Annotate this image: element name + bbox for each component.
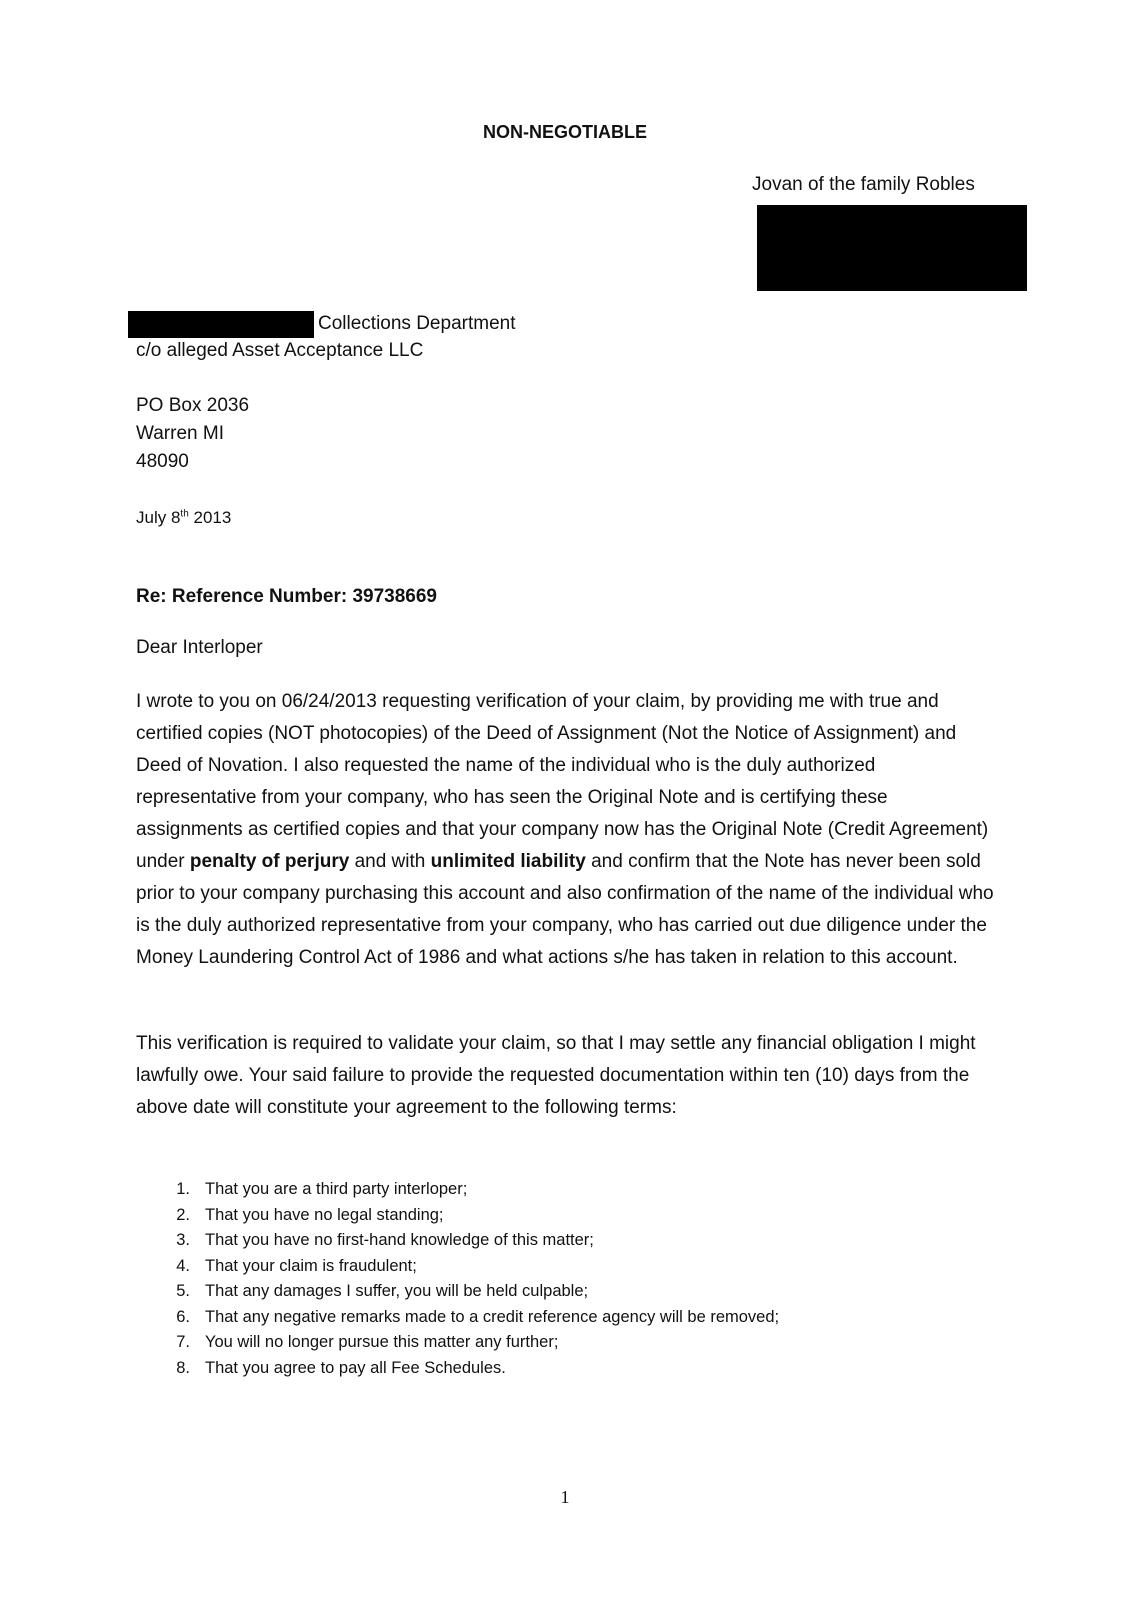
list-item-number: 7. bbox=[176, 1333, 190, 1351]
date-year: 2013 bbox=[188, 508, 232, 527]
list-item-text: That you agree to pay all Fee Schedules. bbox=[205, 1358, 506, 1377]
redacted-recipient-name bbox=[128, 311, 314, 338]
page-number: 1 bbox=[560, 1487, 570, 1507]
list-item-text: That you are a third party interloper; bbox=[205, 1180, 468, 1198]
reference-number: Re: Reference Number: 39738669 bbox=[136, 586, 437, 607]
recipient-department: Collections Department bbox=[318, 313, 516, 334]
paragraph1-bold-liability: unlimited liability bbox=[430, 851, 586, 872]
list-item bbox=[150, 1356, 1030, 1382]
list-item bbox=[150, 1330, 1030, 1356]
list-item-number: 8. bbox=[176, 1358, 190, 1377]
list-item bbox=[150, 1177, 1030, 1203]
list-item-number: 6. bbox=[176, 1307, 190, 1326]
letter-date bbox=[136, 508, 231, 528]
date-suffix: th bbox=[180, 508, 189, 520]
paragraph1-part2: and with bbox=[349, 851, 431, 872]
list-item-text: You will no longer pursue this matter any further; bbox=[205, 1333, 559, 1351]
list-item bbox=[150, 1279, 1030, 1305]
list-item-number: 4. bbox=[176, 1256, 190, 1275]
paragraph1-part1: I wrote to you on 06/24/2013 requesting verification of your claim, by providing me with true and certified copies (NOT photocopies) of the Deed of Assignment (Not the Notice of Assignment) and Deed of Novation. I also requested the name of the individual who is the duly authorized representative from your company, who has seen the Original Note and is certifying these assignments as certified copies and that your company now has the Original Note (Credit Agreement) under bbox=[136, 691, 989, 872]
recipient-address-line3: 48090 bbox=[136, 451, 189, 472]
sender-name: Jovan of the family Robles bbox=[752, 174, 975, 195]
date-month-day: July 8 bbox=[136, 508, 181, 527]
list-item bbox=[150, 1254, 1030, 1280]
list-item-text: That you have no first-hand knowledge of this matter; bbox=[205, 1231, 594, 1249]
document-heading: NON-NEGOTIABLE bbox=[483, 122, 647, 142]
recipient-care-of: c/o alleged Asset Acceptance LLC bbox=[136, 340, 424, 361]
body-paragraph-1 bbox=[136, 686, 996, 974]
list-item-text: That you have no legal standing; bbox=[205, 1205, 444, 1224]
list-item-number: 2. bbox=[176, 1205, 190, 1224]
list-item-text: That any negative remarks made to a credit reference agency will be removed; bbox=[205, 1307, 780, 1326]
list-item-number: 1. bbox=[176, 1180, 190, 1198]
recipient-address-line1: PO Box 2036 bbox=[136, 395, 250, 416]
list-item-number: 5. bbox=[176, 1282, 190, 1300]
paragraph1-bold-perjury: penalty of perjury bbox=[189, 851, 350, 872]
salutation: Dear Interloper bbox=[136, 637, 263, 658]
list-item bbox=[150, 1203, 1030, 1229]
terms-list bbox=[150, 1177, 1030, 1381]
list-item-text: That your claim is fraudulent; bbox=[205, 1256, 417, 1275]
list-item bbox=[150, 1305, 1030, 1331]
list-item-number: 3. bbox=[176, 1231, 190, 1249]
body-paragraph-2: This verification is required to validate your claim, so that I may settle any financial obligation I might lawfully owe. Your said failure to provide the requested documentation within ten (10) days from the above date will constitute your agreement to the following terms: bbox=[136, 1033, 976, 1118]
list-item bbox=[150, 1228, 1030, 1254]
redacted-sender-address bbox=[757, 205, 1027, 291]
recipient-address-line2: Warren MI bbox=[136, 423, 224, 444]
paragraph1-part3: and confirm that the Note has never been sold prior to your company purchasing this account and also confirmation of the name of the individual who is the duly authorized representative from your company, who has carried out due diligence under the Money Laundering Control Act of 1986 and what actions s/he has taken in relation to this account. bbox=[136, 851, 994, 968]
list-item-text: That any damages I suffer, you will be held culpable; bbox=[205, 1282, 589, 1300]
